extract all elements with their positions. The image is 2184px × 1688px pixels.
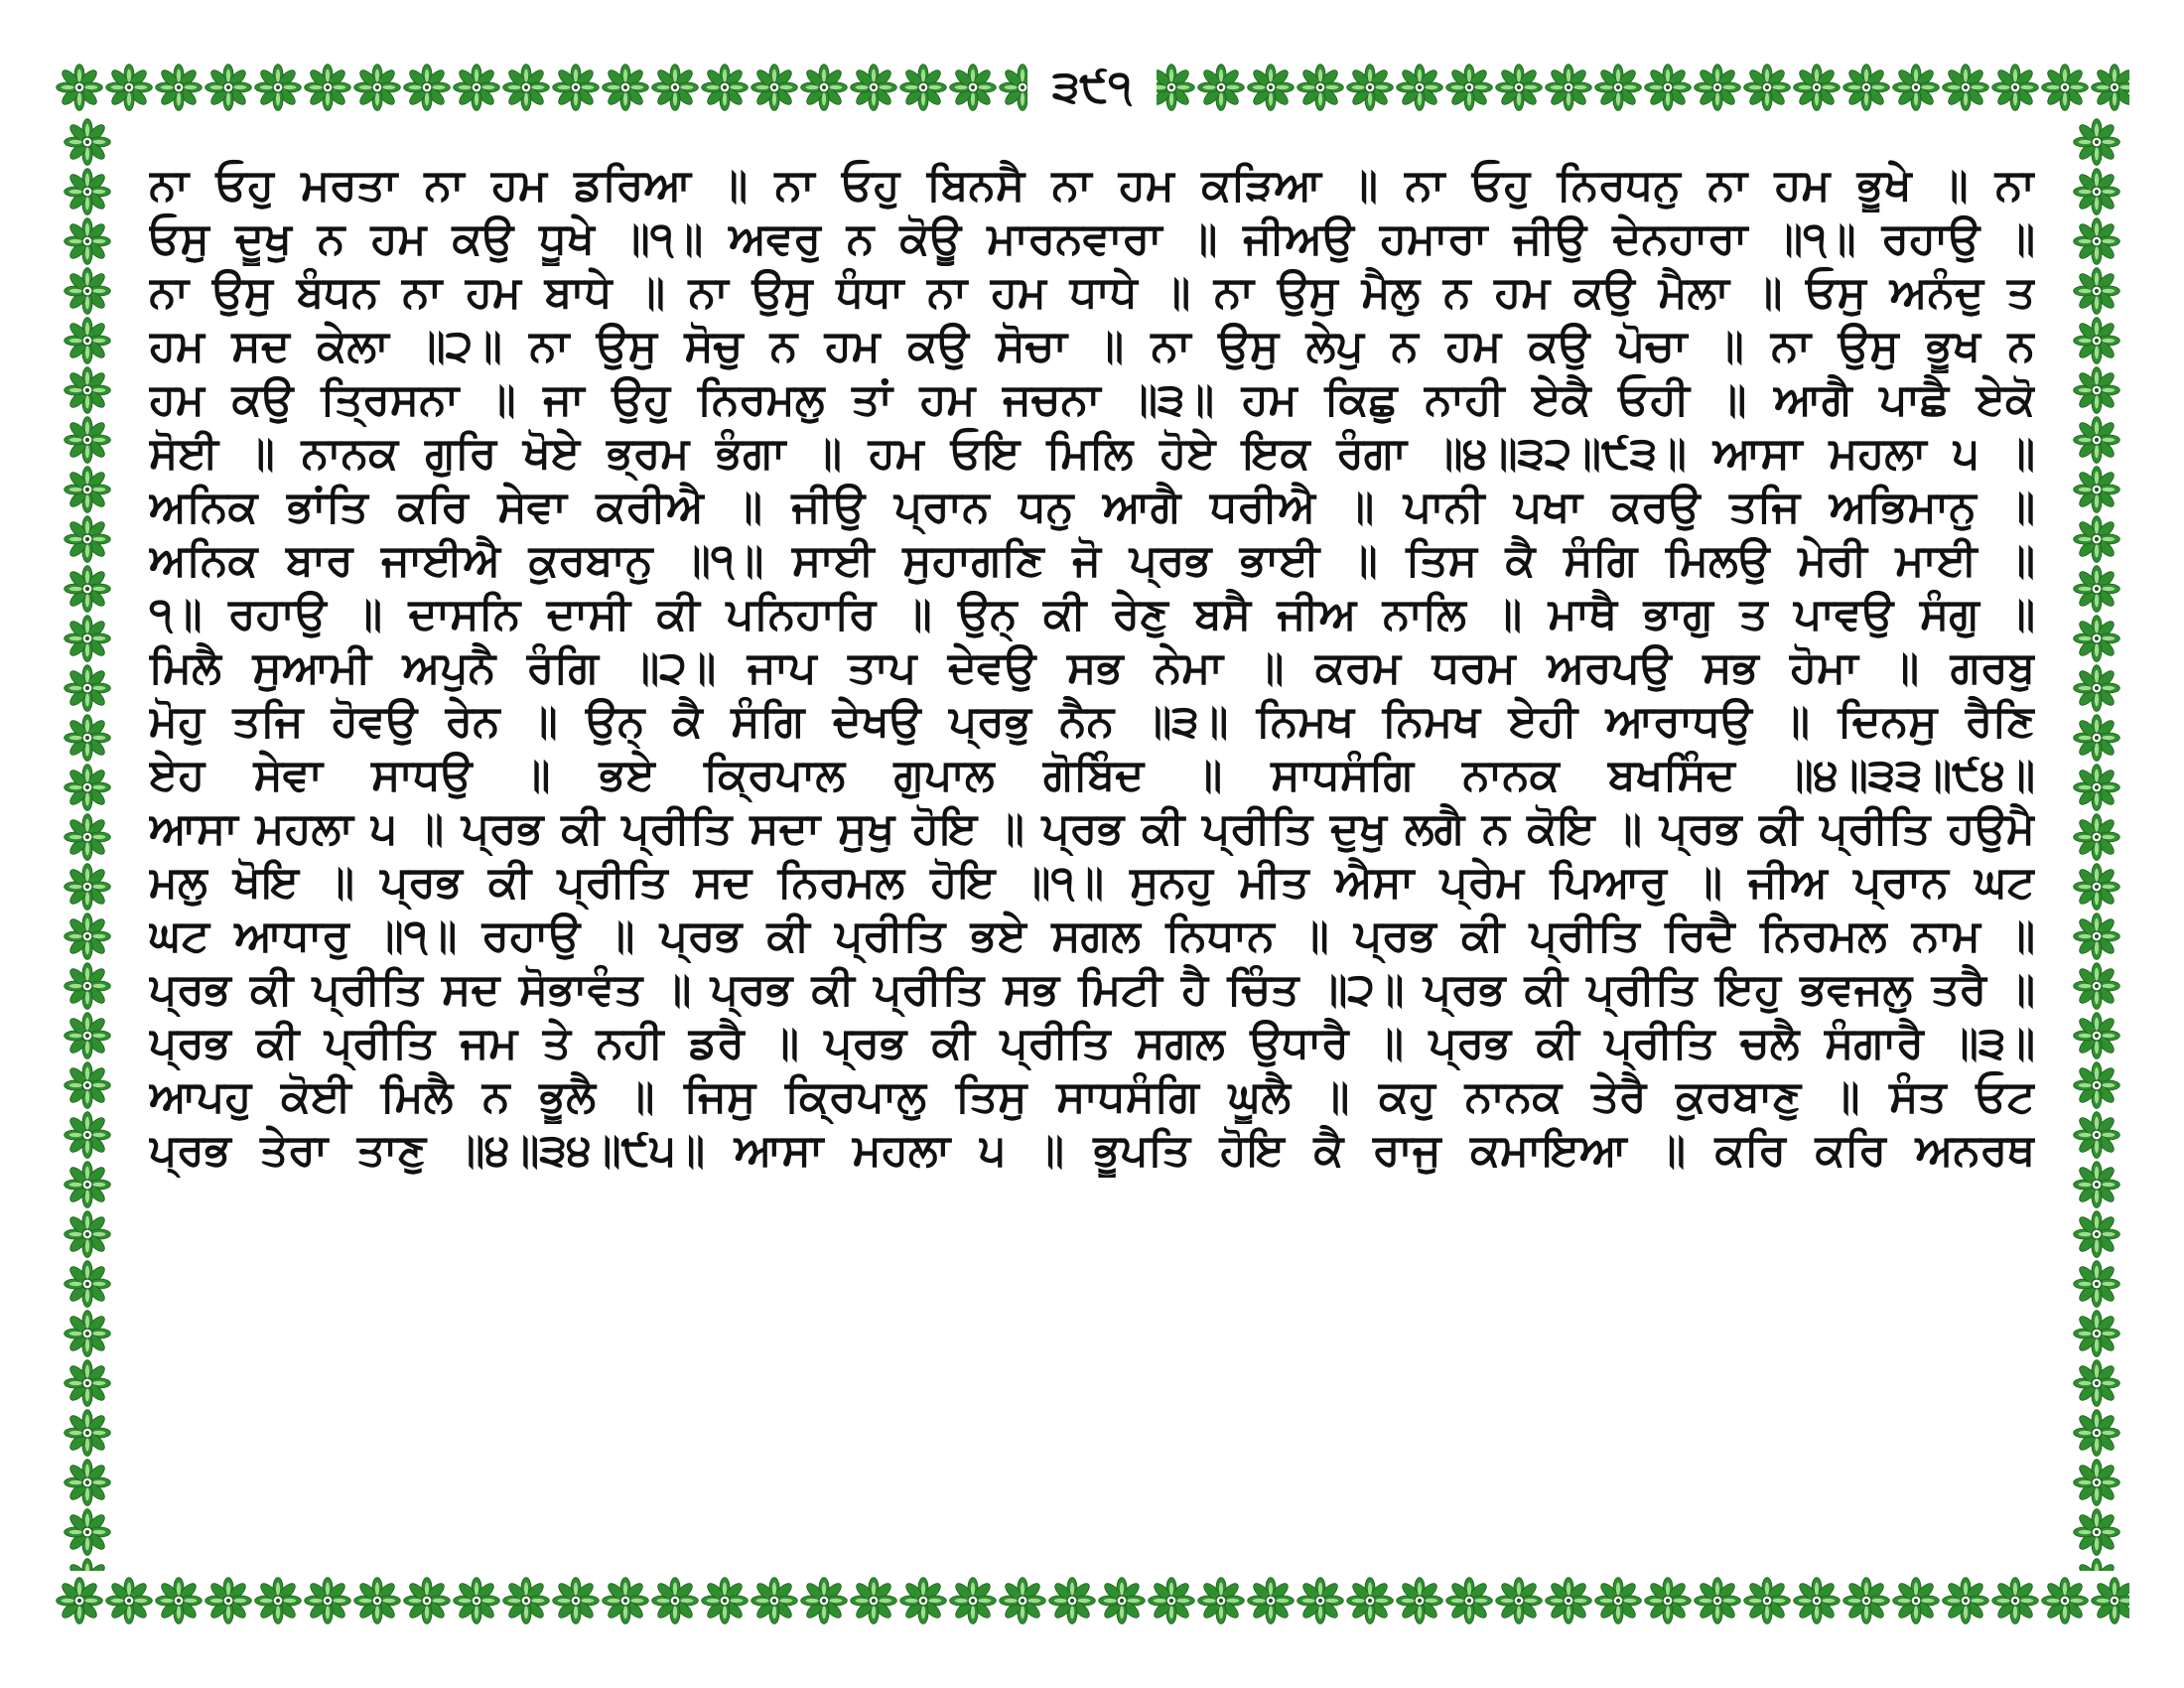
page-number: ੩੯੧ (1027, 58, 1157, 117)
text-line: ਨਾ ਓਹੁ ਮਰਤਾ ਨਾ ਹਮ ਡਰਿਆ ॥ ਨਾ ਓਹੁ ਬਿਨਸੈ ਨਾ ਹਮ ਕੜਿਆ ॥ ਨਾ ਓਹੁ ਨਿਰਧਨੁ ਨਾ ਹਮ ਭੂਖੇ ॥ ਨਾ (149, 160, 2035, 211)
text-line: ਘਟ ਆਧਾਰੁ ॥੧॥ ਰਹਾਉ ॥ ਪ੍ਰਭ ਕੀ ਪ੍ਰੀਤਿ ਭਏ ਸਗਲ ਨਿਧਾਨ ॥ ਪ੍ਰਭ ਕੀ ਪ੍ਰੀਤਿ ਰਿਦੈ ਨਿਰਮਲ ਨਾਮ ॥ (149, 911, 2035, 961)
text-line: ਮਿਲੈ ਸੁਆਮੀ ਅਪੁਨੈ ਰੰਗਿ ॥੨॥ ਜਾਪ ਤਾਪ ਦੇਵਉ ਸਭ ਨੇਮਾ ॥ ਕਰਮ ਧਰਮ ਅਰਪਉ ਸਭ ਹੋਮਾ ॥ ਗਰਬੁ (149, 642, 2035, 693)
text-line: ਨਾ ਉਸੁ ਬੰਧਨ ਨਾ ਹਮ ਬਾਧੇ ॥ ਨਾ ਉਸੁ ਧੰਧਾ ਨਾ ਹਮ ਧਾਧੇ ॥ ਨਾ ਉਸੁ ਮੈਲੁ ਨ ਹਮ ਕਉ ਮੈਲਾ ॥ ਓਸੁ ਅਨੰਦੁ ਤ (149, 267, 2035, 318)
border-right (2067, 117, 2126, 1571)
border-bottom (55, 1571, 2129, 1630)
text-line: ਹਮ ਕਉ ਤ੍ਰਿਸਨਾ ॥ ਜਾ ਉਹੁ ਨਿਰਮਲੁ ਤਾਂ ਹਮ ਜਚਨਾ ॥੩॥ ਹਮ ਕਿਛੁ ਨਾਹੀ ਏਕੈ ਓਹੀ ॥ ਆਗੈ ਪਾਛੈ ਏਕੋ (149, 374, 2035, 425)
scripture-text (149, 159, 2035, 1178)
text-line: ਏਹ ਸੇਵਾ ਸਾਧਉ ॥ ਭਏ ਕ੍ਰਿਪਾਲ ਗੁਪਾਲ ਗੋਬਿੰਦ ॥ ਸਾਧਸੰਗਿ ਨਾਨਕ ਬਖਸਿੰਦ ॥੪॥੩੩॥੯੪॥ (149, 750, 2035, 800)
text-line: ਮਲੁ ਖੋਇ ॥ ਪ੍ਰਭ ਕੀ ਪ੍ਰੀਤਿ ਸਦ ਨਿਰਮਲ ਹੋਇ ॥੧॥ ਸੁਨਹੁ ਮੀਤ ਐਸਾ ਪ੍ਰੇਮ ਪਿਆਰੁ ॥ ਜੀਅ ਪ੍ਰਾਨ ਘਟ (149, 857, 2035, 908)
text-line: ੧॥ ਰਹਾਉ ॥ ਦਾਸਨਿ ਦਾਸੀ ਕੀ ਪਨਿਹਾਰਿ ॥ ਉਨ੍ ਕੀ ਰੇਣੁ ਬਸੈ ਜੀਅ ਨਾਲਿ ॥ ਮਾਥੈ ਭਾਗੁ ਤ ਪਾਵਉ ਸੰਗੁ ॥ (149, 589, 2035, 639)
border-left (58, 117, 117, 1571)
text-line: ਸੋਈ ॥ ਨਾਨਕ ਗੁਰਿ ਖੋਏ ਭ੍ਰਮ ਭੰਗਾ ॥ ਹਮ ਓਇ ਮਿਲਿ ਹੋਏ ਇਕ ਰੰਗਾ ॥੪॥੩੨॥੯੩॥ ਆਸਾ ਮਹਲਾ ੫ ॥ (149, 428, 2035, 479)
text-line: ਪ੍ਰਭ ਕੀ ਪ੍ਰੀਤਿ ਸਦ ਸੋਭਾਵੰਤ ॥ ਪ੍ਰਭ ਕੀ ਪ੍ਰੀਤਿ ਸਭ ਮਿਟੀ ਹੈ ਚਿੰਤ ॥੨॥ ਪ੍ਰਭ ਕੀ ਪ੍ਰੀਤਿ ਇਹੁ ਭਵਜਲੁ ਤਰੈ ॥ (149, 964, 2035, 1015)
text-line: ਪ੍ਰਭ ਤੇਰਾ ਤਾਣੁ ॥੪॥੩੪॥੯੫॥ ਆਸਾ ਮਹਲਾ ੫ ॥ ਭੂਪਤਿ ਹੋਇ ਕੈ ਰਾਜੁ ਕਮਾਇਆ ॥ ਕਰਿ ਕਰਿ ਅਨਰਥ (149, 1125, 2035, 1176)
text-line: ਆਸਾ ਮਹਲਾ ੫ ॥ ਪ੍ਰਭ ਕੀ ਪ੍ਰੀਤਿ ਸਦਾ ਸੁਖੁ ਹੋਇ ॥ ਪ੍ਰਭ ਕੀ ਪ੍ਰੀਤਿ ਦੁਖੁ ਲਗੈ ਨ ਕੋਇ ॥ ਪ੍ਰਭ ਕੀ ਪ੍ਰੀਤਿ ਹਉਮੈ (149, 803, 2035, 854)
text-line: ਪ੍ਰਭ ਕੀ ਪ੍ਰੀਤਿ ਜਮ ਤੇ ਨਹੀ ਡਰੈ ॥ ਪ੍ਰਭ ਕੀ ਪ੍ਰੀਤਿ ਸਗਲ ਉਧਾਰੈ ॥ ਪ੍ਰਭ ਕੀ ਪ੍ਰੀਤਿ ਚਲੈ ਸੰਗਾਰੈ ॥੩॥ (149, 1018, 2035, 1068)
text-line: ਮੋਹੁ ਤਜਿ ਹੋਵਉ ਰੇਨ ॥ ਉਨ੍ ਕੈ ਸੰਗਿ ਦੇਖਉ ਪ੍ਰਭੁ ਨੈਨ ॥੩॥ ਨਿਮਖ ਨਿਮਖ ਏਹੀ ਆਰਾਧਉ ॥ ਦਿਨਸੁ ਰੈਣਿ (149, 696, 2035, 747)
text-line: ਅਨਿਕ ਬਾਰ ਜਾਈਐ ਕੁਰਬਾਨੁ ॥੧॥ ਸਾਈ ਸੁਹਾਗਣਿ ਜੋ ਪ੍ਰਭ ਭਾਈ ॥ ਤਿਸ ਕੈ ਸੰਗਿ ਮਿਲਉ ਮੇਰੀ ਮਾਈ ॥ (149, 535, 2035, 586)
text-line: ਓਸੁ ਦੂਖੁ ਨ ਹਮ ਕਉ ਧੂਖੇ ॥੧॥ ਅਵਰੁ ਨ ਕੋਊ ਮਾਰਨਵਾਰਾ ॥ ਜੀਅਉ ਹਮਾਰਾ ਜੀਉ ਦੇਨਹਾਰਾ ॥੧॥ ਰਹਾਉ ॥ (149, 213, 2035, 264)
text-line: ਆਪਹੁ ਕੋਈ ਮਿਲੈ ਨ ਭੂਲੈ ॥ ਜਿਸੁ ਕ੍ਰਿਪਾਲੁ ਤਿਸੁ ਸਾਧਸੰਗਿ ਘੂਲੈ ॥ ਕਹੁ ਨਾਨਕ ਤੇਰੈ ਕੁਰਬਾਣੁ ॥ ਸੰਤ ਓਟ (149, 1071, 2035, 1122)
text-line: ਅਨਿਕ ਭਾਂਤਿ ਕਰਿ ਸੇਵਾ ਕਰੀਐ ॥ ਜੀਉ ਪ੍ਰਾਨ ਧਨੁ ਆਗੈ ਧਰੀਐ ॥ ਪਾਨੀ ਪਖਾ ਕਰਉ ਤਜਿ ਅਭਿਮਾਨੁ ॥ (149, 482, 2035, 532)
text-line: ਹਮ ਸਦ ਕੇਲਾ ॥੨॥ ਨਾ ਉਸੁ ਸੋਚੁ ਨ ਹਮ ਕਉ ਸੋਚਾ ॥ ਨਾ ਉਸੁ ਲੇਪੁ ਨ ਹਮ ਕਉ ਪੋਚਾ ॥ ਨਾ ਉਸੁ ਭੂਖ ਨ (149, 321, 2035, 371)
